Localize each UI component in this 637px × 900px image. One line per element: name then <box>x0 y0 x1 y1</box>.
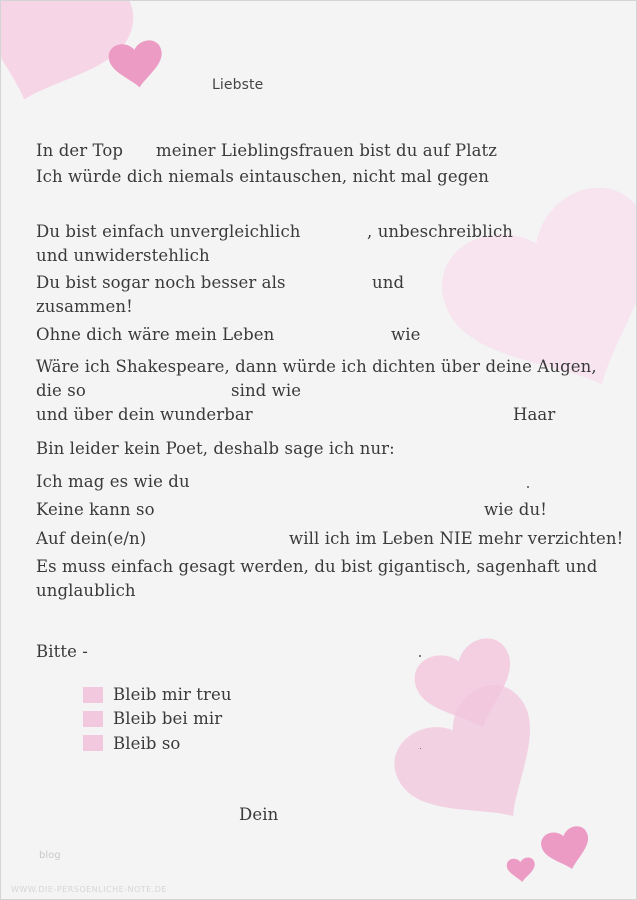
footer-url: WWW.DIE-PERSOENLICHE-NOTE.DE <box>11 885 168 894</box>
line-text: wie <box>391 325 421 344</box>
option-checkbox[interactable] <box>83 711 103 727</box>
line-text: Ich mag es wie du <box>36 472 190 491</box>
line-text: Du bist einfach unvergleichlich <box>36 222 301 241</box>
line-text: Ich würde dich niemals eintauschen, nicht mal gegen <box>36 167 489 186</box>
line-text: Haar <box>513 405 556 424</box>
line-text: sind wie <box>231 381 302 400</box>
dot-mark <box>527 486 529 488</box>
closing: Dein <box>239 805 279 824</box>
heart-icon <box>107 39 166 91</box>
heart-icon <box>425 171 637 430</box>
line-text: In der Top <box>36 141 124 160</box>
dot-mark <box>419 655 421 657</box>
line-text: Ohne dich wäre mein Leben <box>36 325 275 344</box>
line-text: und <box>372 273 405 292</box>
blog-mark: blog <box>39 850 61 861</box>
option-label: Bleib so <box>113 734 181 753</box>
line-text: Es muss einfach gesagt werden, du bist gigantisch, sagenhaft und <box>36 557 598 576</box>
option-checkbox[interactable] <box>83 687 103 703</box>
line-text: unglaublich <box>36 581 136 600</box>
heart-icon <box>539 824 595 875</box>
heart-icon <box>381 671 573 858</box>
line-text: meiner Lieblingsfrauen bist du auf Platz <box>156 141 498 160</box>
line-text: wie du! <box>484 500 547 519</box>
line-text: will ich im Leben NIE mehr verzichten! <box>289 529 624 548</box>
line-text: Keine kann so <box>36 500 155 519</box>
line-text: Bin leider kein Poet, deshalb sage ich nur: <box>36 439 395 458</box>
option-checkbox[interactable] <box>83 735 103 751</box>
line-text: und über dein wunderbar <box>36 405 253 424</box>
line-text: Du bist sogar noch besser als <box>36 273 286 292</box>
line-text: die so <box>36 381 86 400</box>
heart-icon <box>506 857 536 883</box>
line-text: , unbeschreiblich <box>367 222 514 241</box>
greeting: Liebste <box>212 77 264 93</box>
line-text: und unwiderstehlich <box>36 246 210 265</box>
line-text: Wäre ich Shakespeare, dann würde ich dichten über deine Augen, <box>36 357 597 376</box>
dot-mark <box>420 748 421 749</box>
option-label: Bleib bei mir <box>113 709 223 728</box>
line-text: zusammen! <box>36 297 133 316</box>
line-text: Auf dein(e/n) <box>36 529 147 548</box>
option-label: Bleib mir treu <box>113 685 232 704</box>
line-text: Bitte - <box>36 642 88 661</box>
